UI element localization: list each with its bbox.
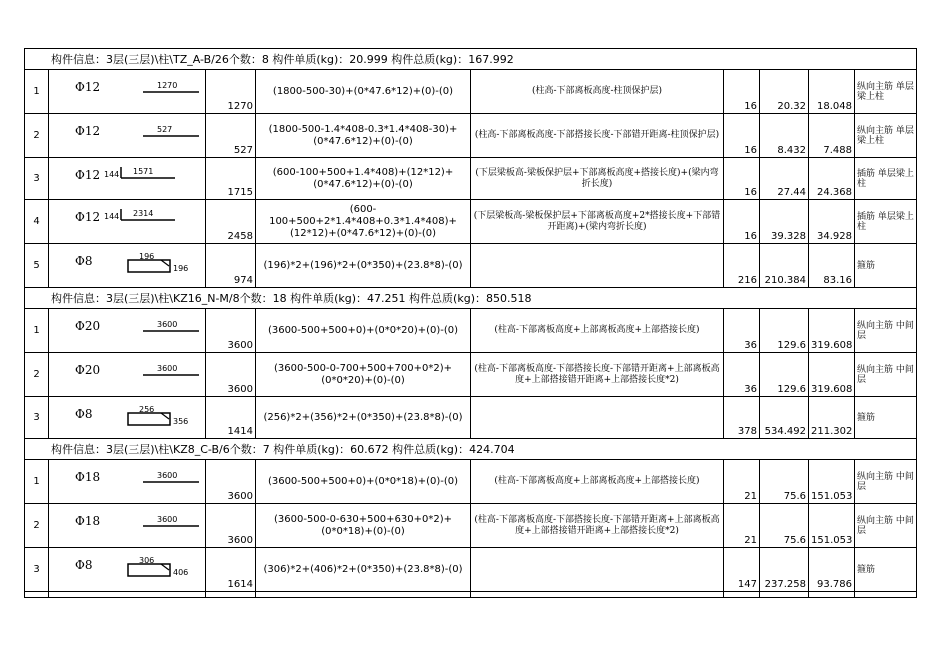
total-weight: 18.048 [809, 70, 855, 114]
section-header: 构件信息：3层(三层)\柱\TZ_A-B/26个数：8 构件单质(kg)：20.999 构件总质(kg)：167.992 [25, 49, 917, 70]
bar-length: 3600 [206, 309, 256, 353]
steel-grade: Φ8 [75, 254, 93, 268]
shape-label: 1571 [133, 167, 154, 176]
formula-description: (柱高-下部离板高度-下部搭接长度-下部错开距离+上部离板高度+上部搭接错开距离+上部搭接长度*2) [471, 353, 724, 397]
straight-bar-shape-icon [121, 361, 201, 381]
length-formula: (600-100+500+2*1.4*408+0.3*1.4*408)+(12*12)+(0*47.6*12)+(0)-(0) [256, 200, 471, 244]
total-length: 534.492 [760, 397, 809, 439]
steel-grade: Φ18 [75, 470, 101, 484]
formula-description: (柱高-下部离板高度+上部离板高度+上部搭接长度) [471, 460, 724, 504]
hook-length: 144 [104, 212, 120, 221]
section-header-row [25, 288, 917, 309]
shape-label: 1270 [157, 81, 178, 90]
section-header: 构件信息：3层(三层)\柱\KZ8_C-B/6个数：7 构件单质(kg)：60.672 构件总质(kg)：424.704 [25, 439, 917, 460]
formula-description: (柱高-下部离板高度+上部离板高度+上部搭接长度) [471, 309, 724, 353]
formula-description [471, 548, 724, 592]
length-formula: (3600-500+500+0)+(0*0*20)+(0)-(0) [256, 309, 471, 353]
rebar-row [25, 397, 917, 439]
bar-length: 527 [206, 114, 256, 158]
steel-grade: Φ18 [75, 514, 101, 528]
row-number: 2 [25, 114, 49, 158]
length-formula: (3600-500-0-700+500+700+0*2)+(0*0*20)+(0)-(0) [256, 353, 471, 397]
stirrup-shape-icon [125, 251, 205, 277]
bar-length: 3600 [206, 353, 256, 397]
bar-shape-cell [49, 158, 206, 200]
bar-length: 2458 [206, 200, 256, 244]
section-header: 构件信息：3层(三层)\柱\KZ16_N-M/8个数：18 构件单质(kg)：47.251 构件总质(kg)：850.518 [25, 288, 917, 309]
bar-remark: 纵向主筋 单层梁上柱 [855, 114, 917, 158]
steel-grade: Φ12 [75, 124, 101, 138]
bar-length: 1614 [206, 548, 256, 592]
bar-count: 147 [724, 548, 760, 592]
bar-shape-cell [49, 200, 206, 244]
stirrup-shape-icon [125, 555, 205, 581]
total-weight: 319.608 [809, 309, 855, 353]
bar-remark: 箍筋 [855, 548, 917, 592]
stirrup-shape-icon [125, 404, 205, 430]
length-formula: (600-100+500+1.4*408)+(12*12)+(0*47.6*12)+(0)-(0) [256, 158, 471, 200]
rebar-row [25, 504, 917, 548]
row-number: 3 [25, 158, 49, 200]
formula-description [471, 397, 724, 439]
rebar-row [25, 460, 917, 504]
rebar-row [25, 70, 917, 114]
row-number: 1 [25, 70, 49, 114]
straight-bar-shape-icon [121, 317, 201, 337]
total-weight: 34.928 [809, 200, 855, 244]
bar-remark: 纵向主筋 单层梁上柱 [855, 70, 917, 114]
shape-label: 3600 [157, 364, 178, 373]
shape-label: 3600 [157, 320, 178, 329]
section-header-row [25, 49, 917, 70]
row-number: 1 [25, 309, 49, 353]
shape-label-top: 256 [139, 405, 155, 414]
bar-count: 216 [724, 244, 760, 288]
bent-bar-shape-icon [111, 206, 191, 226]
rebar-table [24, 48, 917, 598]
rebar-row [25, 244, 917, 288]
bar-shape-cell [49, 70, 206, 114]
bar-count: 16 [724, 200, 760, 244]
stirrup-hook [161, 260, 169, 266]
steel-grade: Φ20 [75, 363, 101, 377]
row-number: 2 [25, 353, 49, 397]
bar-count: 16 [724, 158, 760, 200]
total-length: 210.384 [760, 244, 809, 288]
total-length: 237.258 [760, 548, 809, 592]
total-weight: 83.16 [809, 244, 855, 288]
rebar-row [25, 309, 917, 353]
bar-shape-cell [49, 309, 206, 353]
shape-label-top: 306 [139, 556, 155, 565]
stirrup-hook [161, 413, 169, 419]
total-weight: 24.368 [809, 158, 855, 200]
bar-remark: 箍筋 [855, 244, 917, 288]
bar-length: 1414 [206, 397, 256, 439]
steel-grade: Φ8 [75, 407, 93, 421]
total-length: 75.6 [760, 504, 809, 548]
bar-shape-cell [49, 353, 206, 397]
row-number: 5 [25, 244, 49, 288]
steel-grade: Φ12 [75, 168, 101, 182]
trailing-row [25, 592, 917, 598]
bar-count: 21 [724, 504, 760, 548]
rebar-row [25, 158, 917, 200]
bar-remark: 纵向主筋 中间层 [855, 504, 917, 548]
rebar-table-body [25, 49, 917, 592]
formula-description: (下层梁板高-梁板保护层+下部离板高度+搭接长度)+(梁内弯折长度) [471, 158, 724, 200]
steel-grade: Φ12 [75, 210, 101, 224]
bar-remark: 插筋 单层梁上柱 [855, 200, 917, 244]
bar-count: 16 [724, 70, 760, 114]
total-length: 8.432 [760, 114, 809, 158]
total-weight: 319.608 [809, 353, 855, 397]
bar-count: 36 [724, 309, 760, 353]
shape-label-side: 196 [173, 264, 189, 273]
bar-shape-cell [49, 548, 206, 592]
row-number: 3 [25, 397, 49, 439]
total-length: 20.32 [760, 70, 809, 114]
shape-label-side: 406 [173, 568, 189, 577]
hook-length: 144 [104, 170, 120, 179]
bar-shape-cell [49, 114, 206, 158]
formula-description: (柱高-下部离板高度-下部搭接长度-下部错开距离+上部离板高度+上部搭接错开距离+上部搭接长度*2) [471, 504, 724, 548]
shape-label-side: 356 [173, 417, 189, 426]
stirrup-hook [161, 564, 169, 570]
straight-bar-shape-icon [121, 512, 201, 532]
bar-count: 21 [724, 460, 760, 504]
total-length: 39.328 [760, 200, 809, 244]
shape-label: 3600 [157, 515, 178, 524]
bar-shape-cell [49, 460, 206, 504]
length-formula: (1800-500-1.4*408-0.3*1.4*408-30)+(0*47.6*12)+(0)-(0) [256, 114, 471, 158]
bar-remark: 纵向主筋 中间层 [855, 309, 917, 353]
length-formula: (256)*2+(356)*2+(0*350)+(23.8*8)-(0) [256, 397, 471, 439]
formula-description [471, 244, 724, 288]
row-number: 1 [25, 460, 49, 504]
bent-bar-shape-icon [111, 164, 191, 184]
rebar-row [25, 114, 917, 158]
shape-label-top: 196 [139, 252, 155, 261]
formula-description: (下层梁板高-梁板保护层+下部离板高度+2*搭接长度+下部错开距离)+(梁内弯折长度) [471, 200, 724, 244]
straight-bar-shape-icon [121, 468, 201, 488]
bar-remark: 纵向主筋 中间层 [855, 460, 917, 504]
length-formula: (196)*2+(196)*2+(0*350)+(23.8*8)-(0) [256, 244, 471, 288]
total-weight: 7.488 [809, 114, 855, 158]
bar-length: 3600 [206, 460, 256, 504]
shape-label: 527 [157, 125, 173, 134]
length-formula: (3600-500+500+0)+(0*0*18)+(0)-(0) [256, 460, 471, 504]
formula-description: (柱高-下部离板高度-柱顶保护层) [471, 70, 724, 114]
bar-count: 36 [724, 353, 760, 397]
bar-count: 378 [724, 397, 760, 439]
total-weight: 151.053 [809, 460, 855, 504]
bar-shape-cell [49, 504, 206, 548]
row-number: 3 [25, 548, 49, 592]
bar-length: 3600 [206, 504, 256, 548]
formula-description: (柱高-下部离板高度-下部搭接长度-下部错开距离-柱顶保护层) [471, 114, 724, 158]
bar-remark: 纵向主筋 中间层 [855, 353, 917, 397]
bar-remark: 箍筋 [855, 397, 917, 439]
straight-bar-shape-icon [121, 122, 201, 142]
rebar-row [25, 353, 917, 397]
bar-shape-cell [49, 244, 206, 288]
total-weight: 93.786 [809, 548, 855, 592]
length-formula: (1800-500-30)+(0*47.6*12)+(0)-(0) [256, 70, 471, 114]
row-number: 2 [25, 504, 49, 548]
total-length: 129.6 [760, 353, 809, 397]
steel-grade: Φ12 [75, 80, 101, 94]
rebar-row [25, 548, 917, 592]
total-length: 27.44 [760, 158, 809, 200]
total-length: 129.6 [760, 309, 809, 353]
bar-count: 16 [724, 114, 760, 158]
bar-length: 1715 [206, 158, 256, 200]
straight-bar-shape-icon [121, 78, 201, 98]
length-formula: (3600-500-0-630+500+630+0*2)+(0*0*18)+(0)-(0) [256, 504, 471, 548]
row-number: 4 [25, 200, 49, 244]
shape-label: 3600 [157, 471, 178, 480]
total-length: 75.6 [760, 460, 809, 504]
bar-remark: 插筋 单层梁上柱 [855, 158, 917, 200]
shape-label: 2314 [133, 209, 154, 218]
section-header-row [25, 439, 917, 460]
length-formula: (306)*2+(406)*2+(0*350)+(23.8*8)-(0) [256, 548, 471, 592]
total-weight: 151.053 [809, 504, 855, 548]
bar-length: 1270 [206, 70, 256, 114]
total-weight: 211.302 [809, 397, 855, 439]
rebar-row [25, 200, 917, 244]
bar-length: 974 [206, 244, 256, 288]
steel-grade: Φ20 [75, 319, 101, 333]
bar-shape-cell [49, 397, 206, 439]
steel-grade: Φ8 [75, 558, 93, 572]
